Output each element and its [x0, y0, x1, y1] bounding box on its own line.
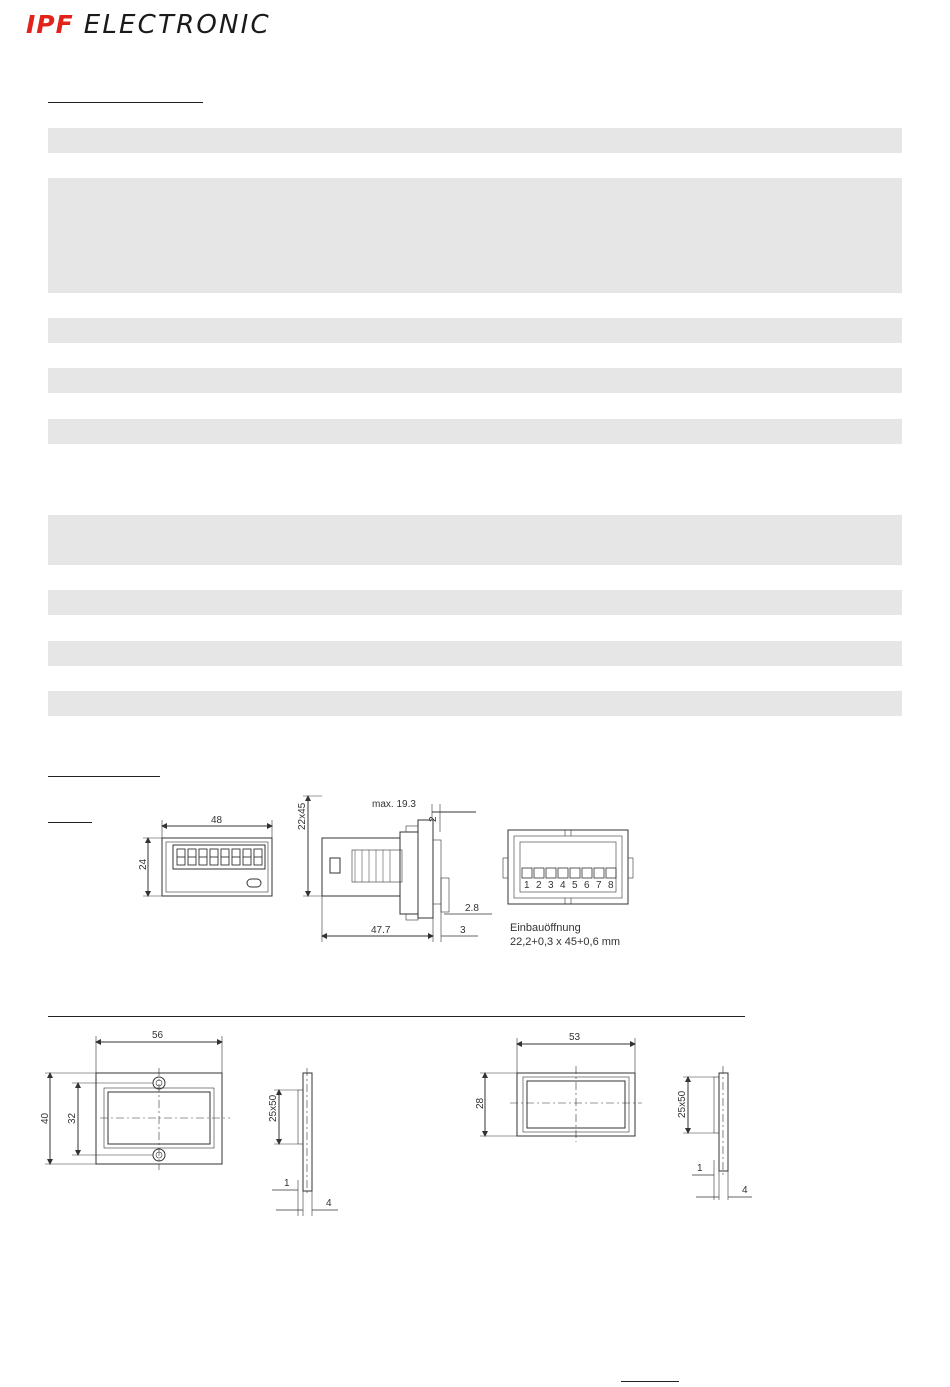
- front-view-drawing: [143, 820, 272, 896]
- adapter-a-side-plate: [303, 1073, 312, 1191]
- adapter-a-width-label: 56: [152, 1030, 164, 1041]
- reset-key: [247, 879, 261, 887]
- terminal-label: 2: [536, 880, 542, 891]
- dim-bezel-thickness: 3: [460, 925, 466, 936]
- adapter-a-thickness-2-label: 4: [326, 1198, 332, 1209]
- adapter-b-width-label: 53: [569, 1032, 581, 1043]
- terminal-label: 3: [548, 880, 554, 891]
- dim-body-length: 47.7: [371, 925, 391, 936]
- dim-max-depth: max. 19.3: [372, 799, 416, 810]
- adapter-b-thickness-1-label: 1: [697, 1163, 703, 1174]
- adapter-a-side-drawing: [272, 1068, 338, 1216]
- logo-wordmark: ELECTRONIC: [83, 10, 271, 40]
- adapter-b-side-plate: [719, 1073, 728, 1171]
- rear-housing: [508, 830, 628, 904]
- logo-brand-text: IPF: [26, 10, 74, 39]
- counter-body-side: [322, 838, 400, 896]
- terminal-label: 4: [560, 880, 566, 891]
- cutout-spec: 22,2+0,3 x 45+0,6 mm: [510, 936, 621, 948]
- terminal-label: 7: [596, 880, 602, 891]
- side-view-drawing: [303, 796, 492, 942]
- adapter-a-thickness-1-label: 1: [284, 1178, 290, 1189]
- terminal-numbers: [524, 880, 614, 891]
- terminal-block: [522, 868, 616, 878]
- front-bezel-side: [418, 820, 433, 918]
- adapter-b-side-drawing: [683, 1066, 752, 1200]
- adapter-a-cutout-label: 25x50: [268, 1094, 279, 1122]
- adapter-a-front-drawing: [45, 1036, 230, 1170]
- dim-front-width: 48: [211, 815, 223, 826]
- dim-clip-offset: 2.8: [465, 903, 479, 914]
- counter-bezel: [166, 842, 268, 892]
- adapter-b-thickness-2-label: 4: [742, 1185, 748, 1196]
- panel-clip: [400, 832, 418, 914]
- terminal-label: 6: [584, 880, 590, 891]
- terminal-label: 8: [608, 880, 614, 891]
- adapter-b-height-label: 28: [475, 1097, 486, 1109]
- terminal-label: 5: [572, 880, 578, 891]
- adapter-b-front-drawing: [480, 1038, 642, 1142]
- side-latch: [330, 858, 340, 873]
- adapter-a-height-label: 40: [40, 1112, 51, 1124]
- dim-front-height: 24: [138, 858, 149, 870]
- dim-panel-cutout-vertical: 22x45: [297, 802, 308, 830]
- connector-housing: [352, 850, 402, 882]
- adapter-b-cutout-label: 25x50: [677, 1090, 688, 1118]
- cutout-title: Einbauöffnung: [510, 922, 581, 934]
- adapter-a-hole-spacing-label: 32: [67, 1112, 78, 1124]
- terminal-label: 1: [524, 880, 530, 891]
- rear-view-drawing: [503, 830, 633, 904]
- dim-small-gap: 2: [428, 816, 439, 822]
- lcd-digits: [177, 849, 262, 865]
